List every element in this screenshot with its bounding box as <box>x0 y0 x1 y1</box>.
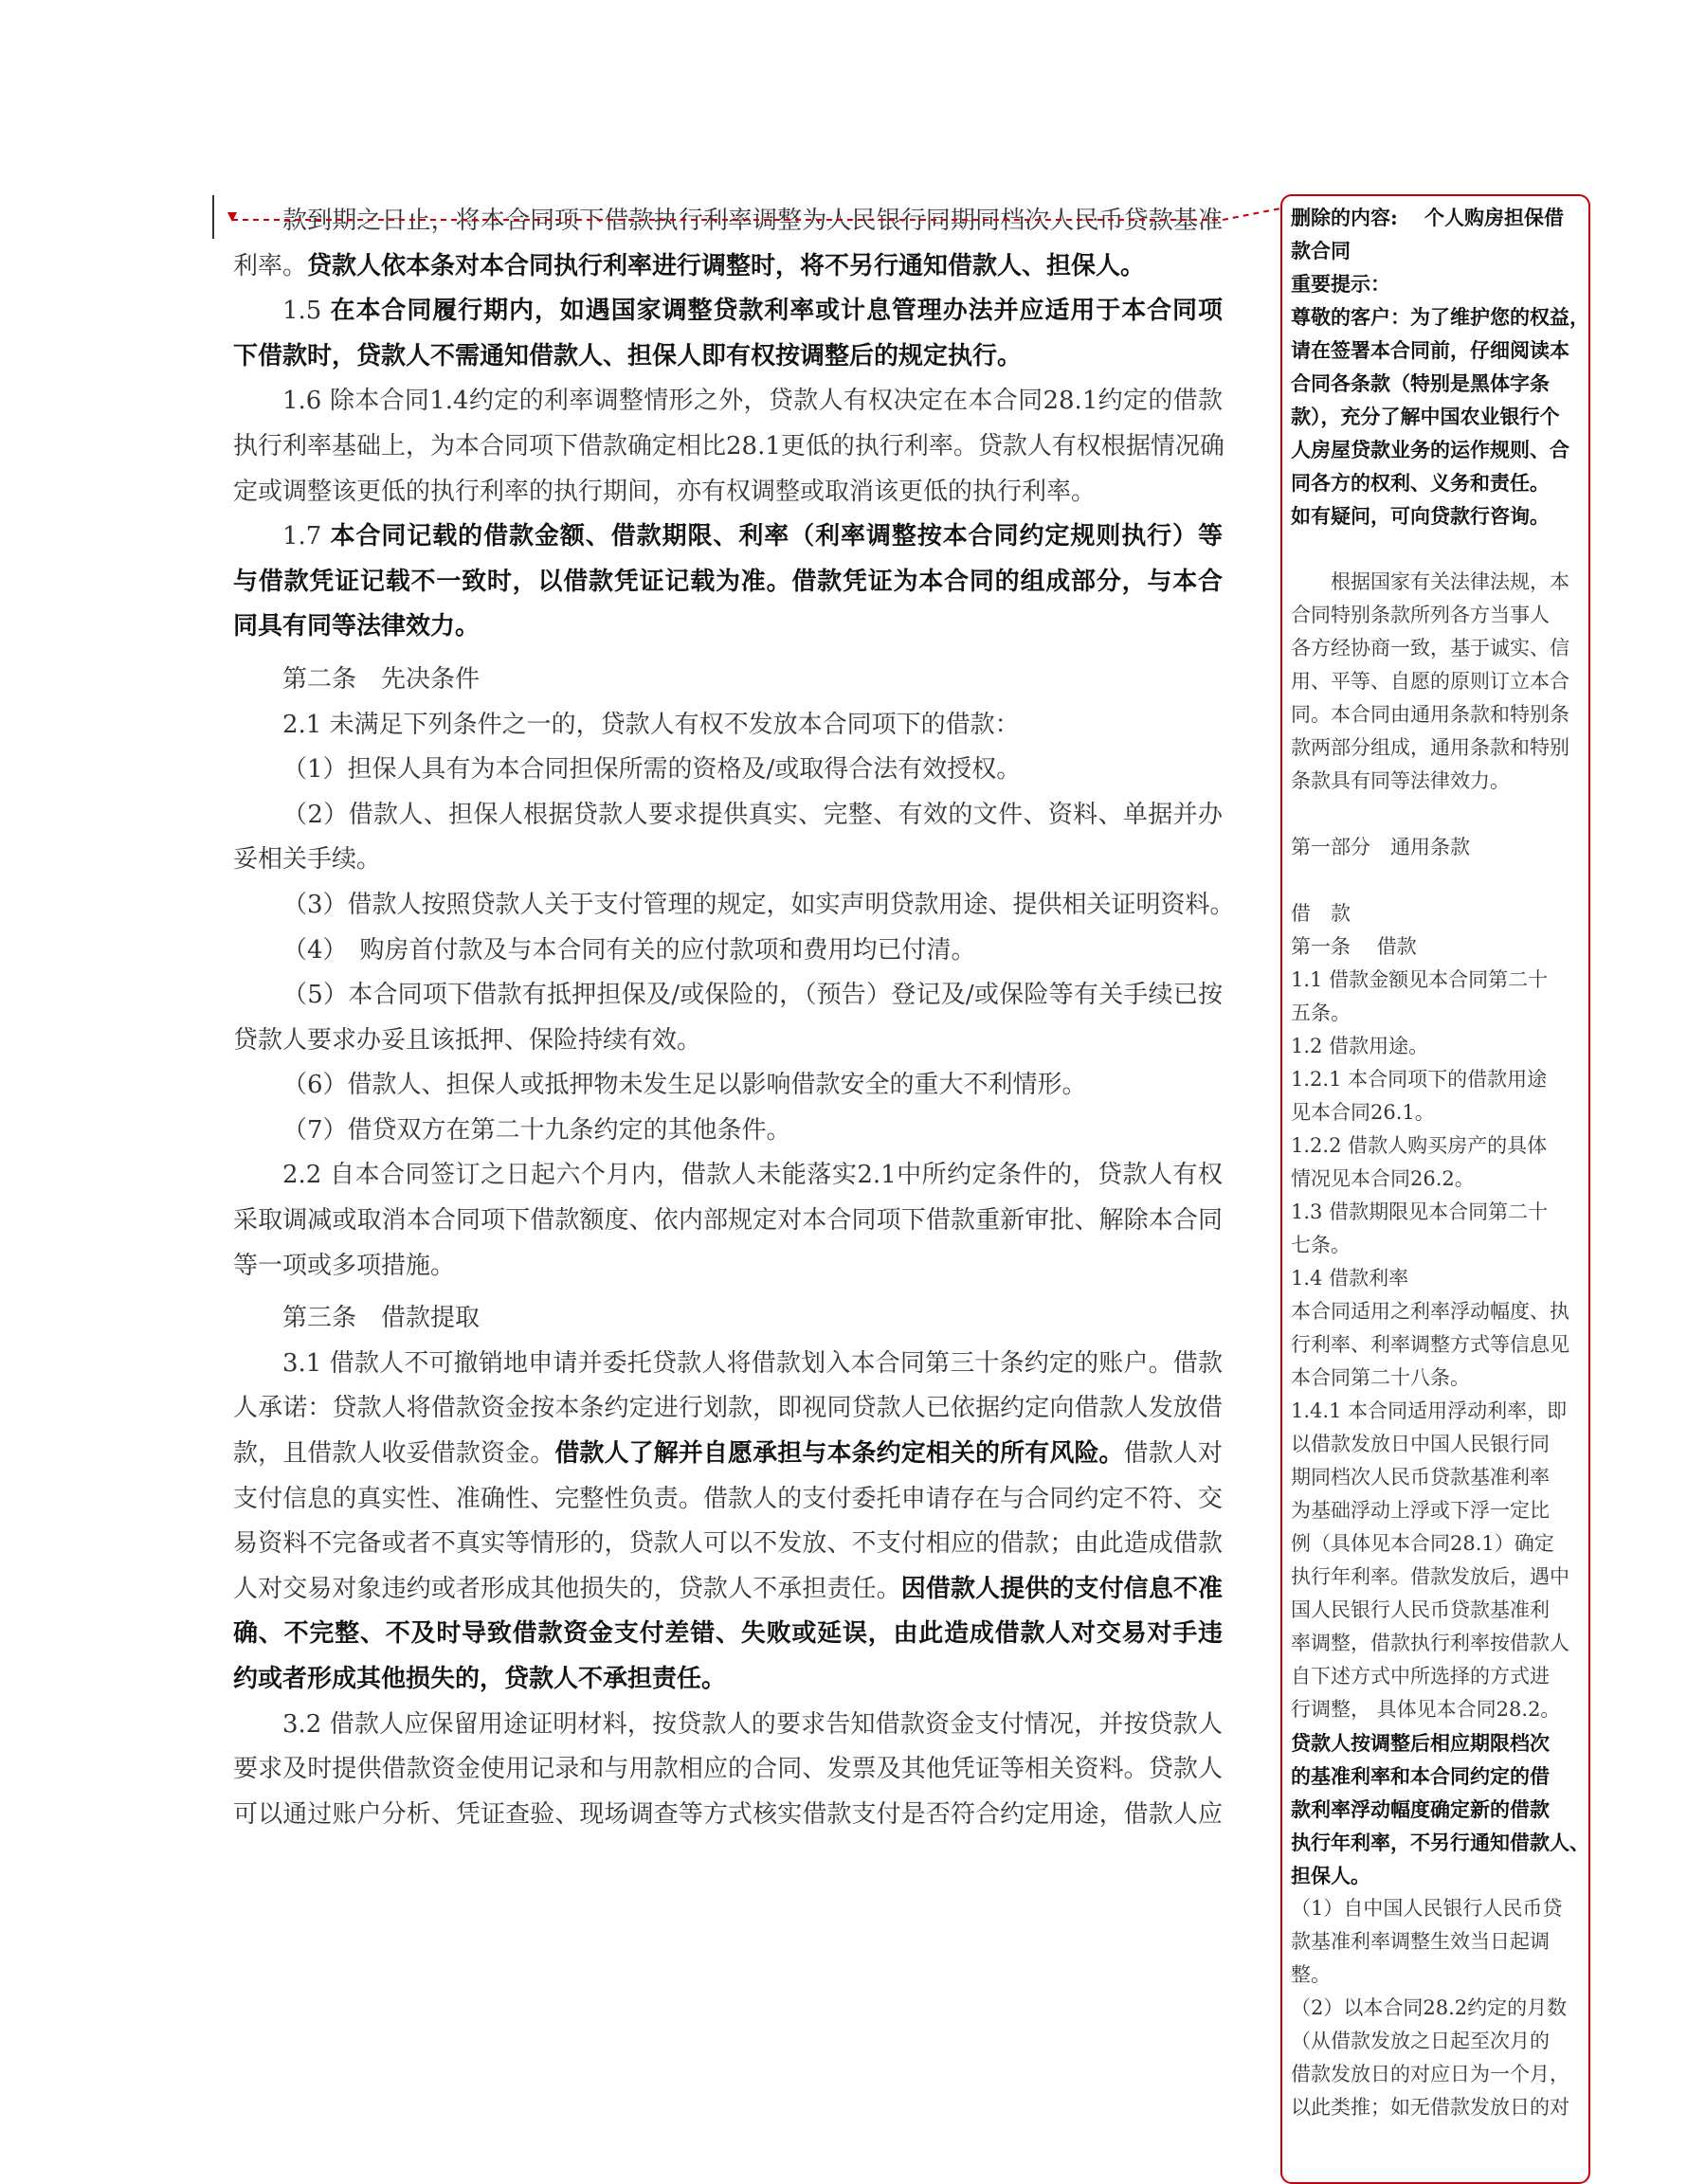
comment-line: 1.2.2 借款人购买房产的具体 <box>1291 1134 1548 1157</box>
comment-line: 期同档次人民币贷款基准利率 <box>1291 1466 1550 1489</box>
text-line <box>233 1244 1223 1290</box>
text-line <box>233 1386 1223 1432</box>
comment-line: 例（具体见本合同28.1）确定 <box>1291 1532 1554 1555</box>
comment-line: 1.4 借款利率 <box>1291 1267 1409 1290</box>
text-line <box>233 514 1223 560</box>
text: 款到期之日止，将本合同项下借款执行利率调整为人民银行同期同档次人民币贷款基准 <box>282 207 1223 235</box>
comment-line: 款），充分了解中国农业银行个 <box>1291 405 1560 428</box>
comment-line: 款基准利率调整生效当日起调 <box>1291 1930 1550 1953</box>
comment-line: 合同特别条款所列各方当事人 <box>1291 604 1550 626</box>
bold-text: 与借款凭证记载不一致时，以借款凭证记载为准。借款凭证为本合同的组成部分，与本合 <box>233 567 1223 596</box>
comment-line: 自下述方式中所选择的方式进 <box>1291 1665 1550 1688</box>
text-line <box>233 1199 1223 1244</box>
comment-line: 五条。 <box>1291 1002 1351 1024</box>
text: 贷款人要求办妥且该抵押、保险持续有效。 <box>233 1025 702 1055</box>
text: 第三条 借款提取 <box>282 1304 481 1333</box>
bold-text: 下借款时，贷款人不需通知借款人、担保人即有权按调整后的规定执行。 <box>233 341 1023 370</box>
text: 可以通过账户分析、凭证查验、现场调查等方式核实借款支付是否符合约定用途，借款人应 <box>233 1799 1223 1829</box>
revision-comment-text <box>1291 201 1590 2124</box>
comment-line: 1.2 借款用途。 <box>1291 1035 1429 1057</box>
comment-line: 整。 <box>1291 1963 1331 1986</box>
text: 1.6 除本合同1.4约定的利率调整情形之外，贷款人有权决定在本合同28.1约定的借款 <box>282 387 1223 416</box>
text: （3）借款人按照贷款人关于支付管理的规定，如实声明贷款用途、提供相关证明资料。 <box>282 890 1235 919</box>
text-line <box>233 1477 1223 1523</box>
text: （2）借款人、担保人根据贷款人要求提供真实、完整、有效的文件、资料、单据并办 <box>282 800 1223 829</box>
comment-line: 款合同 <box>1291 239 1351 262</box>
comment-line: 人房屋贷款业务的运作规则、合 <box>1291 438 1569 461</box>
bold-text: 因借款人提供的支付信息不准 <box>900 1574 1223 1603</box>
section-heading <box>233 658 1223 703</box>
text: 人对交易对象违约或者形成其他损失的，贷款人不承担责任。 <box>233 1574 901 1603</box>
comment-line: 第一条 借款 <box>1291 935 1417 958</box>
text-line <box>233 793 1223 839</box>
text-line <box>233 470 1223 515</box>
comment-line: 为基础浮动上浮或下浮一定比 <box>1291 1499 1550 1522</box>
comment-line: 执行年利率。借款发放后，遇中 <box>1291 1565 1569 1588</box>
comment-line: 借款发放日的对应日为一个月， <box>1291 2063 1569 2085</box>
text-line <box>233 1567 1223 1613</box>
comment-line <box>1291 798 1590 831</box>
text: （6）借款人、担保人或抵押物未发生足以影响借款安全的重大不利情形。 <box>282 1071 1087 1100</box>
comment-line: 合同各条款（特别是黑体字条 <box>1291 371 1550 395</box>
comment-line: 删除的内容: 个人购房担保借 <box>1291 206 1565 229</box>
text-line <box>233 1019 1223 1064</box>
comment-line: 本合同第二十八条。 <box>1291 1366 1470 1389</box>
text-line <box>233 424 1223 470</box>
text-line <box>233 1522 1223 1567</box>
comment-line: 同。本合同由通用条款和特别条 <box>1291 703 1569 726</box>
text-line <box>233 1703 1223 1748</box>
text-line <box>233 703 1223 749</box>
text: 人承诺：贷款人将借款资金按本条约定进行划款，即视同贷款人已依据约定向借款人发放借 <box>233 1394 1223 1423</box>
comment-line: 行调整， 具体见本合同28.2。 <box>1291 1698 1561 1721</box>
text-line <box>233 1747 1223 1793</box>
text-line <box>233 1432 1223 1477</box>
text-line <box>233 244 1223 290</box>
comment-line: 国人民银行人民币贷款基准利 <box>1291 1598 1550 1621</box>
text: 2.1 未满足下列条件之一的，贷款人有权不发放本合同项下的借款： <box>282 710 1020 739</box>
comment-line: 1.2.1 本合同项下的借款用途 <box>1291 1068 1548 1091</box>
text: 2.2 自本合同签订之日起六个月内，借款人未能落实2.1中所约定条件的，贷款人有权 <box>282 1161 1223 1190</box>
text: 第二条 先决条件 <box>282 664 481 694</box>
deleted-text-line <box>233 199 1223 244</box>
comment-line: 1.1 借款金额见本合同第二十 <box>1291 968 1549 991</box>
comment-line: 以此类推；如无借款发放日的对 <box>1291 2096 1569 2119</box>
comment-line: 用、平等、自愿的原则订立本合 <box>1291 670 1569 693</box>
comment-line: 同各方的权利、义务和责任。 <box>1291 471 1550 495</box>
text: 定或调整该更低的执行利率的执行期间，亦有权调整或取消该更低的执行利率。 <box>233 477 1097 506</box>
comment-line: 七条。 <box>1291 1234 1351 1256</box>
text: 3.2 借款人应保留用途证明材料，按贷款人的要求告知借款资金支付情况，并按贷款人 <box>282 1709 1223 1739</box>
bold-text: 贷款人依本条对本合同执行利率进行调整时，将不另行通知借款人、担保人。 <box>307 251 1146 280</box>
comment-line: 重要提示： <box>1291 272 1390 296</box>
comment-line: 尊敬的客户：为了维护您的权益， <box>1291 305 1589 329</box>
text-line <box>233 1153 1223 1199</box>
comment-line <box>1291 532 1590 566</box>
bold-text: 在本合同履行期内，如遇国家调整贷款利率或计息管理办法并应适用于本合同项 <box>330 297 1223 326</box>
text-line <box>233 1793 1223 1838</box>
comment-line: 借 款 <box>1291 902 1351 925</box>
text-line <box>233 1063 1223 1109</box>
comment-line: （2）以本合同28.2约定的月数 <box>1291 1996 1568 2019</box>
comment-line: 担保人。 <box>1291 1864 1370 1887</box>
text-line <box>233 334 1223 380</box>
text: （7）借贷双方在第二十九条约定的其他条件。 <box>282 1115 791 1145</box>
comment-line: 情况见本合同26.2。 <box>1291 1167 1475 1190</box>
bold-text: 同具有同等法律效力。 <box>233 612 481 641</box>
text: 执行利率基础上，为本合同项下借款确定相比28.1更低的执行利率。贷款人有权根据情况确 <box>233 431 1224 460</box>
text-line <box>233 605 1223 650</box>
comment-line: 条款具有同等法律效力。 <box>1291 769 1510 792</box>
comment-line: 本合同适用之利率浮动幅度、执 <box>1291 1300 1569 1323</box>
change-bar <box>212 195 214 239</box>
bold-text: 约或者形成其他损失的，贷款人不承担责任。 <box>233 1665 727 1693</box>
text-line <box>233 1612 1223 1657</box>
text: 支付信息的真实性、准确性、完整性负责。借款人的支付委托申请存在与合同约定不符、交 <box>233 1484 1223 1513</box>
bold-text: 本合同记载的借款金额、借款期限、利率（利率调整按本合同约定规则执行）等 <box>330 522 1223 551</box>
text: 利率。 <box>233 251 308 280</box>
text-line <box>233 1657 1223 1703</box>
comment-line: 各方经协商一致，基于诚实、信 <box>1291 637 1569 659</box>
document-body <box>233 199 1235 1837</box>
text: 1.7 <box>282 522 331 551</box>
text: 款，且借款人收妥借款资金。 <box>233 1439 555 1469</box>
comment-line: 贷款人按调整后相应期限档次 <box>1291 1731 1550 1755</box>
text-line <box>233 1342 1223 1387</box>
comment-line: 率调整，借款执行利率按借款人 <box>1291 1632 1569 1654</box>
text-line <box>233 379 1223 424</box>
comment-line: 根据国家有关法律法规，本 <box>1291 570 1569 593</box>
comment-line: （1）自中国人民银行人民币贷 <box>1291 1897 1563 1920</box>
comment-line: （从借款发放之日起至次月的 <box>1291 2030 1550 2052</box>
text-line <box>233 289 1223 334</box>
text: 要求及时提供借款资金使用记录和与用款相应的合同、发票及其他凭证等相关资料。贷款人 <box>233 1755 1223 1784</box>
text: 1.5 <box>282 297 331 326</box>
text-line <box>233 929 1223 974</box>
comment-line: 款利率浮动幅度确定新的借款 <box>1291 1797 1550 1821</box>
comment-line: 请在签署本合同前，仔细阅读本 <box>1291 338 1569 362</box>
text: 等一项或多项措施。 <box>233 1251 456 1280</box>
text-line <box>233 560 1223 605</box>
comment-line: 的基准利率和本合同约定的借 <box>1291 1764 1550 1788</box>
comment-line: 款两部分组成，通用条款和特别 <box>1291 736 1569 759</box>
comment-line: 执行年利率，不另行通知借款人、 <box>1291 1831 1589 1854</box>
text: （4） 购房首付款及与本合同有关的应付款项和费用均已付清。 <box>282 935 976 965</box>
text: 3.1 借款人不可撤销地申请并委托贷款人将借款划入本合同第三十条约定的账户。借款 <box>282 1348 1223 1378</box>
text-line <box>233 1109 1223 1154</box>
comment-line <box>1291 864 1590 897</box>
text-line <box>233 973 1223 1019</box>
bold-text: 借款人了解并自愿承担与本条约定相关的所有风险。 <box>554 1439 1124 1469</box>
text: 妥相关手续。 <box>233 845 382 875</box>
text: （5）本合同项下借款有抵押担保及/或保险的，（预告）登记及/或保险等有关手续已按 <box>282 981 1223 1010</box>
section-heading <box>233 1296 1223 1342</box>
text-line <box>233 748 1223 793</box>
text: 借款人对 <box>1123 1439 1223 1469</box>
text-line <box>233 883 1235 929</box>
text: 易资料不完备或者不真实等情形的，贷款人可以不发放、不支付相应的借款；由此造成借款 <box>233 1529 1223 1559</box>
text-line <box>233 838 1223 883</box>
text: 采取调减或取消本合同项下借款额度、依内部规定对本合同项下借款重新审批、解除本合同 <box>233 1206 1223 1236</box>
comment-line: 见本合同26.1。 <box>1291 1101 1435 1124</box>
comment-line: 第一部分 通用条款 <box>1291 836 1470 858</box>
comment-line: 1.4.1 本合同适用浮动利率，即 <box>1291 1399 1568 1422</box>
comment-line: 以借款发放日中国人民银行同 <box>1291 1433 1550 1455</box>
comment-line: 行利率、利率调整方式等信息见 <box>1291 1333 1569 1356</box>
text: （1）担保人具有为本合同担保所需的资格及/或取得合法有效授权。 <box>282 755 1022 785</box>
comment-line: 如有疑问，可向贷款行咨询。 <box>1291 504 1550 528</box>
comment-line: 1.3 借款期限见本合同第二十 <box>1291 1200 1549 1223</box>
bold-text: 确、不完整、不及时导致借款资金支付差错、失败或延误，由此造成借款人对交易对手违 <box>233 1619 1223 1649</box>
